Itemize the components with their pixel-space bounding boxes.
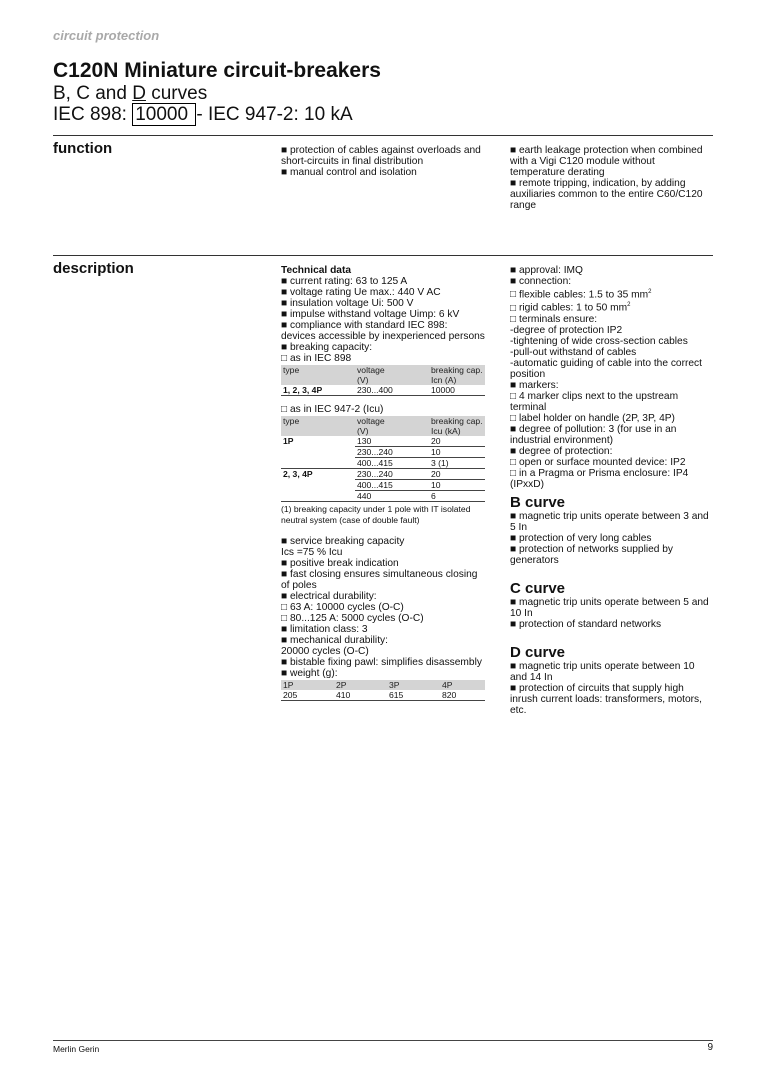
- d-curve-item: ■ protection of circuits that supply high inrush current loads: transformers, motors, etc.: [510, 683, 710, 716]
- spec-line: -automatic guiding of cable into the correct position: [510, 357, 702, 380]
- spec-subitem: □ 80...125 A: 5000 cycles (O-C): [281, 613, 486, 624]
- curves-prefix: B, C and: [53, 83, 133, 104]
- spec-item: ■ current rating: 63 to 125 A: [281, 276, 486, 287]
- table-cell: 615: [387, 690, 440, 701]
- b-curve-item: ■ protection of networks supplied by generators: [510, 544, 710, 566]
- flexible-text: flexible cables: 1.5 to 35 mm: [518, 289, 649, 301]
- spec-line: 20000 cycles (O-C): [281, 646, 369, 657]
- iec-boxed-value: 10000: [132, 103, 196, 126]
- curves-subtitle: [53, 83, 381, 104]
- spec-item: ■ markers:: [510, 380, 710, 391]
- table-cell: 3 (1): [429, 458, 485, 469]
- description-col1: [281, 265, 486, 703]
- spec-subitem: □ open or surface mounted device: IP2: [510, 457, 710, 468]
- as-iec947: □ as in IEC 947-2 (Icu): [281, 404, 486, 415]
- title-block: [53, 59, 381, 125]
- table-header: 3P: [387, 680, 440, 690]
- curves-d: D: [132, 83, 146, 104]
- table-cell: 230...400: [355, 385, 429, 396]
- spec-subitem: [510, 300, 710, 313]
- b-curve-title: B curve: [510, 493, 566, 511]
- spec-subitem: □ in a Pragma or Prisma enclosure: IP4 (IPxxD): [510, 468, 710, 490]
- table-cell: [281, 491, 355, 502]
- spec-subitem: □ label holder on handle (2P, 3P, 4P): [510, 413, 710, 424]
- spec-item: ■ weight (g):: [281, 668, 486, 679]
- description-heading: description: [53, 260, 134, 277]
- table-cell: 410: [334, 690, 387, 701]
- spec-item: ■ connection:: [510, 276, 710, 287]
- footer-rule: [53, 1040, 713, 1041]
- function-item: ■ protection of cables against overloads and short-circuits in final distribution: [281, 145, 486, 167]
- table-cell: 10000: [429, 385, 485, 396]
- table-unit: Icn (A): [429, 375, 485, 385]
- table-cell: 230...240: [355, 469, 429, 480]
- table-cell: 10: [429, 480, 485, 491]
- c-curve-item: ■ magnetic trip units operate between 5 and 10 In: [510, 597, 710, 619]
- spec-subitem: □ terminals ensure:: [510, 314, 710, 325]
- technical-data-title: Technical data: [281, 265, 352, 276]
- spec-line: -tightening of wide cross-section cables: [510, 335, 688, 347]
- spec-line: Ics =75 % Icu: [281, 547, 343, 558]
- spec-line: -degree of protection IP2: [510, 324, 623, 336]
- footer-brand: Merlin Gerin: [53, 1044, 100, 1054]
- function-heading: function: [53, 140, 113, 157]
- superscript: 2: [648, 289, 652, 295]
- iec-suffix: - IEC 947-2: 10 kA: [196, 104, 353, 125]
- table-cell: 400...415: [355, 458, 429, 469]
- spec-item: ■ mechanical durability:: [281, 635, 486, 646]
- iec898-table: [281, 365, 485, 396]
- table-cell: 230...240: [355, 447, 429, 458]
- table-header: type: [281, 365, 355, 375]
- spec-item: ■ bistable fixing pawl: simplifies disassembly: [281, 657, 486, 668]
- table-header: 1P: [281, 680, 334, 690]
- spec-subitem: □ 4 marker clips next to the upstream terminal: [510, 391, 710, 413]
- table-unit: [281, 375, 355, 385]
- table-cell: 205: [281, 690, 334, 701]
- spec-item: ■ service breaking capacity: [281, 536, 486, 547]
- table-cell: 400...415: [355, 480, 429, 491]
- b-curve-item: ■ protection of very long cables: [510, 533, 710, 544]
- spec-item: ■ electrical durability:: [281, 591, 486, 602]
- table-cell: 1P: [283, 436, 294, 446]
- spec-item: ■ degree of pollution: 3 (for use in an industrial environment): [510, 424, 710, 446]
- spec-subitem: [510, 287, 710, 300]
- function-col1: [281, 145, 486, 178]
- d-curve-item: ■ magnetic trip units operate between 10 and 14 In: [510, 661, 710, 683]
- devices-line: devices accessible by inexperienced persons: [281, 331, 485, 342]
- table-header: voltage: [355, 416, 429, 426]
- c-curve-title: C curve: [510, 579, 566, 597]
- table-cell: [281, 458, 355, 469]
- table-cell: 130: [355, 436, 429, 447]
- table-cell: 10: [429, 447, 485, 458]
- c-curve-item: ■ protection of standard networks: [510, 619, 710, 630]
- table-cell: [281, 447, 355, 458]
- description-col2: [510, 265, 710, 716]
- table-header: breaking cap.: [429, 365, 485, 375]
- table-cell: 1, 2, 3, 4P: [281, 385, 355, 396]
- table-cell: 20: [429, 469, 485, 480]
- iec947-table: [281, 416, 485, 502]
- spec-line: -pull-out withstand of cables: [510, 346, 637, 358]
- spec-subitem: □ 63 A: 10000 cycles (O-C): [281, 602, 486, 613]
- table-header: 4P: [440, 680, 485, 690]
- d-curve-title: D curve: [510, 643, 566, 661]
- table-header: type: [281, 416, 355, 426]
- table-unit: [281, 426, 355, 436]
- table-cell: 20: [429, 436, 485, 447]
- table-cell: 820: [440, 690, 485, 701]
- spec-item: ■ voltage rating Ue max.: 440 V AC: [281, 287, 486, 298]
- function-col2: [510, 145, 710, 211]
- spec-item: ■ positive break indication: [281, 558, 486, 569]
- spec-item: ■ fast closing ensures simultaneous closing of poles: [281, 569, 486, 591]
- table-unit: (V): [355, 426, 429, 436]
- superscript: 2: [627, 302, 631, 309]
- as-iec898: □ as in IEC 898: [281, 353, 486, 364]
- table-header: breaking cap.: [429, 416, 485, 426]
- rigid-text: rigid cables: 1 to 50 mm: [518, 302, 628, 314]
- function-item: ■ manual control and isolation: [281, 167, 486, 178]
- function-item: ■ earth leakage protection when combined with a Vigi C120 module without temperature derating: [510, 145, 710, 178]
- table-cell: 440: [355, 491, 429, 502]
- table-unit: (V): [355, 375, 429, 385]
- section-label: circuit protection: [53, 28, 160, 43]
- spec-item: ■ compliance with standard IEC 898:: [281, 320, 486, 331]
- footnote: (1) breaking capacity under 1 pole with IT isolated neutral system (case of double fault): [281, 504, 471, 525]
- table-unit: Icu (kA): [429, 426, 485, 436]
- spec-item: ■ approval: IMQ: [510, 265, 710, 276]
- table-header: voltage: [355, 365, 429, 375]
- iec-prefix: IEC 898:: [53, 104, 133, 125]
- function-item: ■ remote tripping, indication, by adding auxiliaries common to the entire C60/C120 range: [510, 178, 710, 211]
- description-rule: [53, 255, 713, 256]
- table-cell: 2, 3, 4P: [283, 469, 313, 479]
- weight-table: [281, 680, 485, 701]
- table-cell: [281, 480, 355, 491]
- table-header: 2P: [334, 680, 387, 690]
- spec-item: ■ impulse withstand voltage Uimp: 6 kV: [281, 309, 486, 320]
- spec-item: ■ limitation class: 3: [281, 624, 486, 635]
- b-curve-item: ■ magnetic trip units operate between 3 and 5 In: [510, 511, 710, 533]
- curves-suffix: curves: [145, 83, 208, 104]
- iec-subtitle: [53, 104, 381, 125]
- spec-item: ■ insulation voltage Ui: 500 V: [281, 298, 486, 309]
- page-number: 9: [707, 1042, 713, 1053]
- function-rule: [53, 135, 713, 136]
- table-cell: 6: [429, 491, 485, 502]
- spec-item: ■ degree of protection:: [510, 446, 710, 457]
- breaking-capacity: ■ breaking capacity:: [281, 342, 486, 353]
- page-title: C120N Miniature circuit-breakers: [53, 59, 381, 82]
